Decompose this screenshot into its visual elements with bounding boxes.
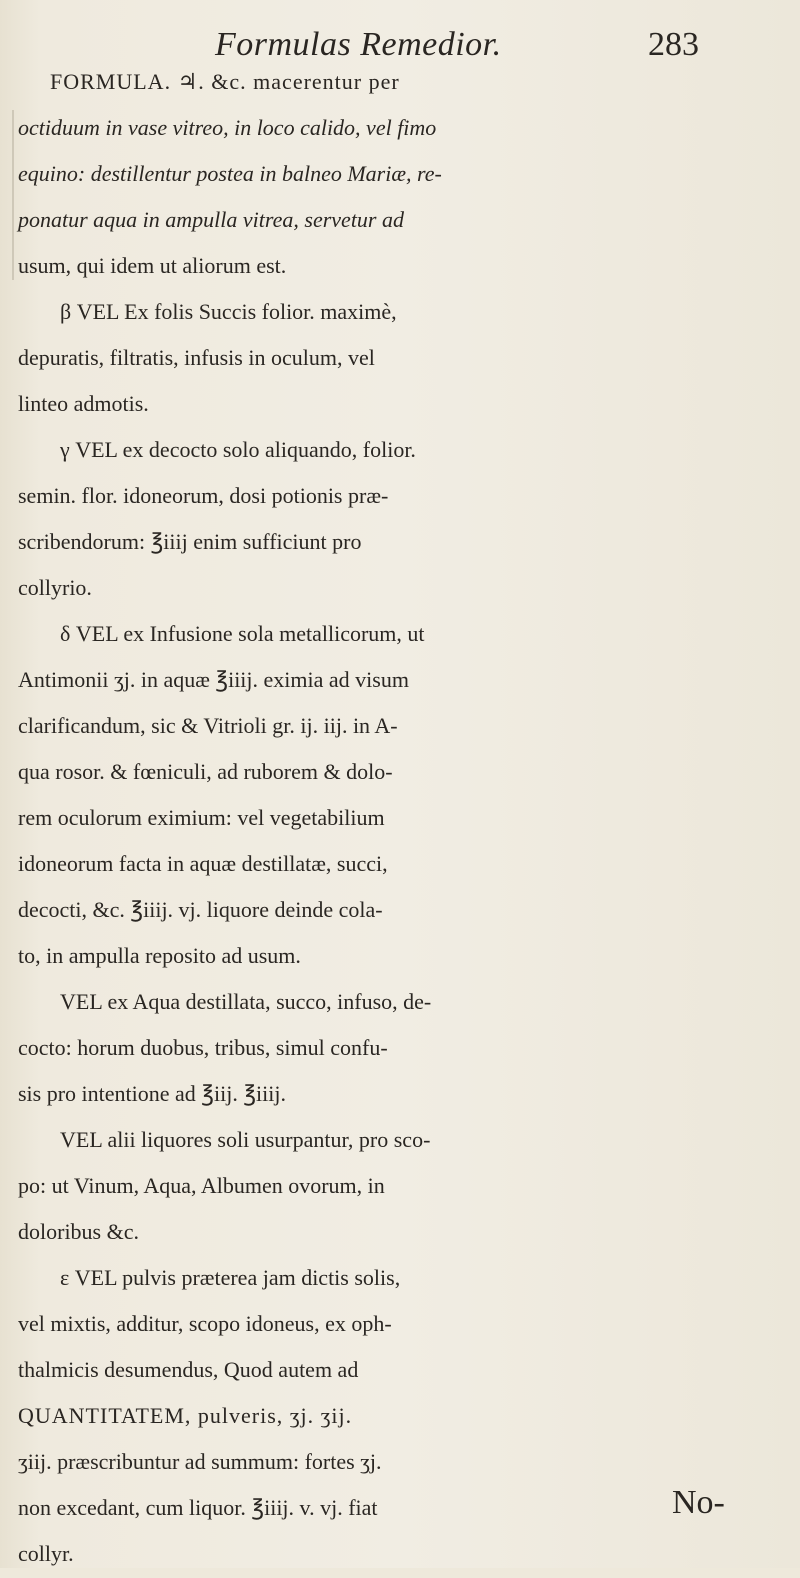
- text-line: γ VEL ex decocto solo aliquando, folior.: [60, 437, 416, 462]
- page-number: 283: [648, 26, 699, 63]
- text-line: ε VEL pulvis præterea jam dictis solis,: [60, 1265, 401, 1290]
- text-line: scribendorum: ℥iiij enim sufficiunt pro: [18, 529, 362, 554]
- text-line: sis pro intentione ad ℥iij. ℥iiij.: [18, 1081, 287, 1106]
- text-line: doloribus &c.: [18, 1219, 139, 1244]
- text-line: cocto: horum duobus, tribus, simul confu-: [18, 1035, 388, 1060]
- text-line: clarificandum, sic & Vitrioli gr. ij. iij. in A-: [18, 713, 398, 738]
- text-line: VEL alii liquores soli usurpantur, pro sco-: [60, 1127, 431, 1152]
- text-line: to, in ampulla reposito ad usum.: [18, 943, 301, 968]
- text-line: depuratis, filtratis, infusis in oculum, vel: [18, 345, 375, 370]
- text-line: idoneorum facta in aquæ destillatæ, succi,: [18, 851, 388, 876]
- text-line: Antimonii ʒj. in aquæ ℥iiij. eximia ad visum: [18, 667, 409, 692]
- catchword: No-: [672, 1484, 725, 1521]
- running-head: Formulas Remedior.: [215, 26, 502, 63]
- text-line: QUANTITATEM, pulveris, ʒj. ʒij.: [18, 1403, 353, 1428]
- text-line: VEL ex Aqua destillata, succo, infuso, de-: [60, 989, 432, 1014]
- text-line: non excedant, cum liquor. ℥iiij. v. vj. fiat: [18, 1495, 378, 1520]
- text-line: linteo admotis.: [18, 391, 149, 416]
- text-line: β VEL Ex folis Succis folior. maximè,: [60, 299, 397, 324]
- text-line: collyr.: [18, 1541, 74, 1566]
- text-line: thalmicis desumendus, Quod autem ad: [18, 1357, 359, 1382]
- text-line: qua rosor. & fœniculi, ad ruborem & dolo-: [18, 759, 393, 784]
- text-line: ponatur aqua in ampulla vitrea, servetur ad: [18, 207, 404, 232]
- text-line: usum, qui idem ut aliorum est.: [18, 253, 287, 278]
- text-line: ʒiij. præscribuntur ad summum: fortes ʒj.: [18, 1449, 382, 1474]
- text-line: rem oculorum eximium: vel vegetabilium: [18, 805, 385, 830]
- text-line: δ VEL ex Infusione sola metallicorum, ut: [60, 621, 425, 646]
- text-line: equino: destillentur postea in balneo Mariæ, re-: [18, 161, 442, 186]
- text-line: FORMULA. ♃. &c. macerentur per: [50, 69, 400, 94]
- text-line: vel mixtis, additur, scopo idoneus, ex oph-: [18, 1311, 392, 1336]
- text-line: po: ut Vinum, Aqua, Albumen ovorum, in: [18, 1173, 385, 1198]
- text-line: octiduum in vase vitreo, in loco calido, vel fimo: [18, 115, 437, 140]
- text-line: collyrio.: [18, 575, 92, 600]
- text-line: semin. flor. idoneorum, dosi potionis præ-: [18, 483, 389, 508]
- text-line: decocti, &c. ℥iiij. vj. liquore deinde cola-: [18, 897, 383, 922]
